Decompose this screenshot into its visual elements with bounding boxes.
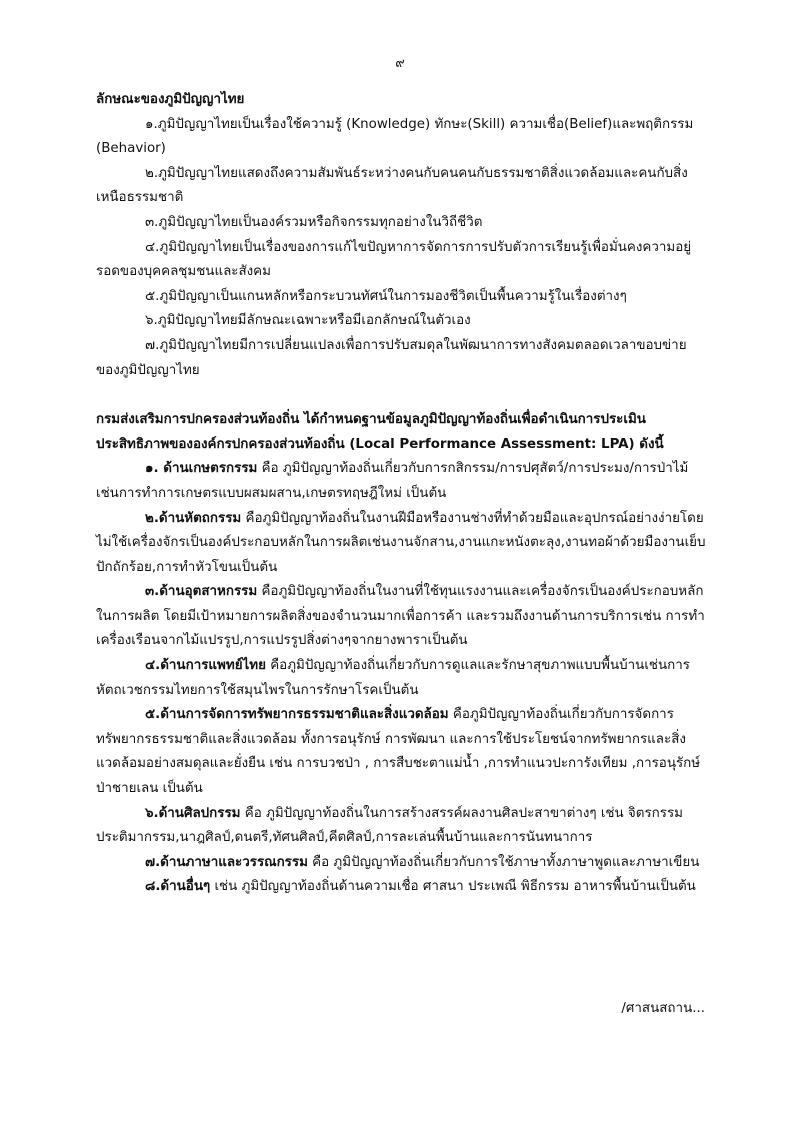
list-item-industry <box>96 580 706 654</box>
section-heading-characteristics: ลักษณะของภูมิปัญญาไทย <box>96 92 245 107</box>
list-item-natural-resources <box>96 703 706 801</box>
list-item-handicraft <box>96 507 706 581</box>
continuation-note: /ศาสนสถาน... <box>621 1001 705 1016</box>
list-item-arts <box>96 802 706 851</box>
item-title: ๒.ด้านหัตถกรรม <box>145 510 242 526</box>
page-number: ๙ <box>395 56 405 71</box>
list-item-language-literature <box>96 851 706 876</box>
item-text: คือภูมิปัญญาท้องถิ่นในงานที่ใช้ทุนแรงงานและเครื่องจักรเป็นองค์ประกอบหลักในการผลิต โดยมีเป้าหมายการผลิตสิ่งของจำนวนมากเพื่อการค้า และรวมถึงงานด้านการบริการเช่น การทำเครื่องเรือนจากไม้แปรรูป,การแปรรูปสิ่งต่างๆจากยางพาราเป็นต้น <box>96 584 705 649</box>
item-title: ๔.ด้านการแพทย์ไทย <box>145 658 266 674</box>
list-item: ๕.ภูมิปัญญาเป็นแกนหลักหรือกระบวนทัศน์ในการมองชีวิตเป็นพื้นความรู้ในเรื่องต่างๆ <box>145 288 627 304</box>
section-spacer <box>96 383 706 408</box>
list-item: ๑.ภูมิปัญญาไทยเป็นเรื่องใช้ความรู้ (Knowledge) ทักษะ(Skill) ความเชื่อ(Belief)และพฤติกรรม (Behavior) <box>96 116 694 157</box>
list-item-agriculture <box>96 457 706 506</box>
item-text: คือภูมิปัญญาท้องถิ่นเกี่ยวกับการจัดการทรัพยากรธรรมชาติและสิ่งแวดล้อม ทั้งการอนุรักษ์ การพัฒนา และการใช้ประโยชน์จากทรัพยากรและสิ่งแวดล้อมอย่างสมดุลและยั่งยืน เช่น การบวชป่า , การสืบชะตาแม่น้ำ ,การทำแนวปะการังเทียม ,การอนุรักษ์ป่าชายเลน เป็นต้น <box>96 707 701 797</box>
item-text: คือ ภูมิปัญญาท้องถิ่นเกี่ยวกับการใช้ภาษาทั้งภาษาพูดและภาษาเขียน <box>307 854 700 870</box>
list-item: ๖.ภูมิปัญญาไทยมีลักษณะเฉพาะหรือมีเอกลักษณ์ในตัวเอง <box>145 313 471 329</box>
item-text: คือ ภูมิปัญญาท้องถิ่นในการสร้างสรรค์ผลงานศิลปะสาขาต่างๆ เช่น จิตรกรรม ประติมากรรม,นาฎศิลป์,ดนตรี,ทัศนศิลป์,คีตศิลป์,การละเล่นพื้นบ้านและการนันทนาการ <box>96 805 683 846</box>
item-text: คือ ภูมิปัญญาท้องถิ่นเกี่ยวกับการกสิกรรม/การปศุสัตว์/การประมง/การป่าไม้ เช่นการทำการเกษตรแบบผสมผสาน,เกษตรทฤษฎีใหม่ เป็นต้น <box>96 461 689 501</box>
list-item: ๗.ภูมิปัญญาไทยมีการเปลี่ยนแปลงเพื่อการปรับสมดุลในพัฒนาการทางสังคมตลอดเวลาขอบข่ายของภูมิปัญญาไทย <box>96 337 687 378</box>
item-title: ๗.ด้านภาษาและวรรณกรรม <box>145 854 308 870</box>
section-heading-lpa: กรมส่งเสริมการปกครองส่วนท้องถิ่น ได้กำหนดฐานข้อมูลภูมิปัญญาท้องถิ่นเพื่อดำเนินการประเมินประสิทธิภาพขององค์กรปกครองส่วนท้องถิ่น (Local Performance Assessment: LPA) ดังนี้ <box>96 412 664 452</box>
list-item-thai-medicine <box>96 654 706 703</box>
item-title: ๕.ด้านการจัดการทรัพยากรธรรมชาติและสิ่งแวดล้อม <box>145 707 449 723</box>
list-item: ๔.ภูมิปัญญาไทยเป็นเรื่องของการแก้ไขปัญหาการจัดการการปรับตัวการเรียนรู้เพื่อมั่นคงความอยู่รอดของบุคคลชุมชนและสังคม <box>96 239 692 280</box>
item-text: เช่น ภูมิปัญญาท้องถิ่นด้านความเชื่อ ศาสนา ประเพณี พิธีกรรม อาหารพื้นบ้านเป็นต้น <box>210 879 696 895</box>
item-title: ๖.ด้านศิลปกรรม <box>145 805 241 821</box>
list-item-other <box>96 875 706 900</box>
item-text: คือภูมิปัญญาท้องถิ่นในงานฝีมือหรืองานช่างที่ทำด้วยมือและอุปกรณ์อย่างง่ายโดยไม่ใช้เครื่องจักรเป็นองค์ประกอบหลักในการผลิตเช่นงานจักสาน,งานแกะหนังตะลุง,งานทอผ้าด้วยมืองานเย็บปักถักร้อย,การทำหัวโขนเป็นต้น <box>96 510 706 575</box>
item-title: ๓.ด้านอุตสาหกรรม <box>145 584 258 600</box>
document-body <box>96 88 706 900</box>
list-item: ๒.ภูมิปัญญาไทยแสดงถึงความสัมพันธ์ระหว่างคนกับคนคนกับธรรมชาติสิ่งแวดล้อมและคนกับสิ่งเหนือธรรมชาติ <box>96 165 688 206</box>
list-item: ๓.ภูมิปัญญาไทยเป็นองค์รวมหรือกิจกรรมทุกอย่างในวิถีชีวิต <box>145 214 483 230</box>
item-title: ๑. ด้านเกษตรกรรม <box>145 461 258 477</box>
item-text: คือภูมิปัญญาท้องถิ่นเกี่ยวกับการดูแลและรักษาสุขภาพแบบพื้นบ้านเช่นการหัตถเวชกรรมไทยการใช้สมุนไพรในการรักษาโรคเป็นต้น <box>96 658 690 698</box>
item-title: ๘.ด้านอื่นๆ <box>145 879 211 895</box>
